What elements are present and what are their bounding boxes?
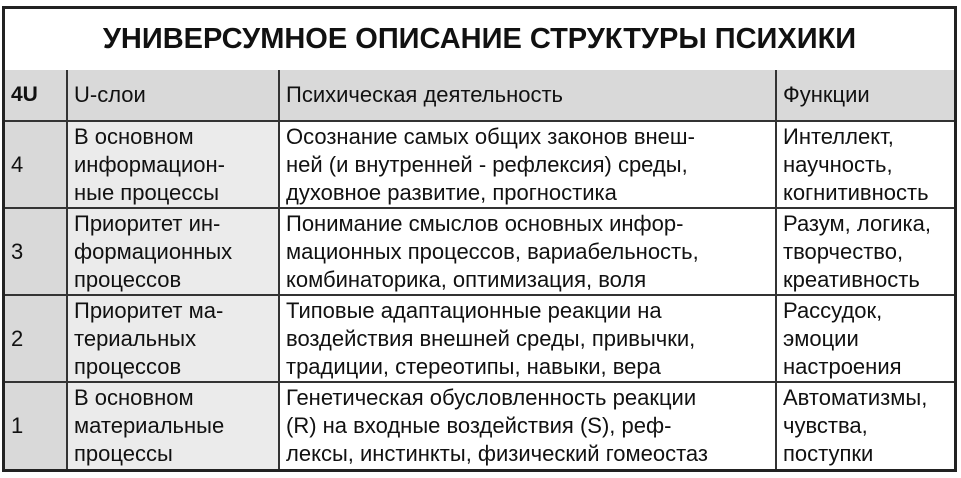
activity-line: Осознание самых общих законов внеш-: [286, 123, 695, 149]
table-row: [5, 382, 954, 469]
layer-cell: [67, 121, 279, 208]
activity-line: (R) на входные воздействия (S), реф-: [286, 413, 672, 438]
activity-cell: [279, 382, 776, 469]
level-cell: 4: [5, 121, 67, 208]
layer-line: В основном: [74, 123, 194, 149]
layer-line: В основном: [74, 385, 194, 410]
table-row: [5, 208, 954, 295]
functions-line: Интеллект,: [783, 123, 894, 149]
functions-line: поступки: [783, 441, 874, 466]
functions-cell: [776, 382, 954, 469]
functions-line: чувства,: [783, 413, 868, 438]
level-cell: 1: [5, 382, 67, 469]
header-activity: Психическая деятельность: [279, 70, 776, 121]
activity-cell: [279, 208, 776, 295]
header-4u: 4U: [5, 70, 67, 121]
level-cell: 3: [5, 208, 67, 295]
activity-line: Типовые адаптационные реакции на: [286, 297, 662, 323]
activity-line: воздействия внешней среды, привычки,: [286, 325, 696, 351]
page-title: УНИВЕРСУМНОЕ ОПИСАНИЕ СТРУКТУРЫ ПСИХИКИ: [5, 9, 954, 72]
header-functions: Функции: [776, 70, 954, 121]
functions-cell: [776, 208, 954, 295]
functions-line: научность,: [783, 151, 893, 177]
layer-cell: [67, 208, 279, 295]
functions-line: когнитивность: [783, 179, 929, 205]
psyche-structure-table: [5, 70, 954, 469]
activity-line: традиции, стереотипы, навыки, вера: [286, 353, 661, 379]
table-row: [5, 295, 954, 382]
header-u-layers: U-слои: [67, 70, 279, 121]
activity-line: лексы, инстинкты, физический гомеостаз: [286, 441, 708, 466]
activity-line: комбинаторика, оптимизация, воля: [286, 266, 647, 292]
activity-line: ней (и внутренней - рефлексия) среды,: [286, 151, 688, 177]
layer-line: информацион-: [74, 151, 225, 177]
functions-line: Автоматизмы,: [783, 385, 928, 410]
layer-line: процессы: [74, 441, 173, 466]
layer-line: териальных: [74, 325, 197, 351]
table-row: [5, 121, 954, 208]
activity-cell: [279, 121, 776, 208]
functions-line: настроения: [783, 353, 902, 379]
activity-cell: [279, 295, 776, 382]
layer-line: формационных: [74, 238, 233, 264]
functions-line: творчество,: [783, 238, 904, 264]
layer-line: процессов: [74, 353, 182, 379]
layer-cell: [67, 295, 279, 382]
header-row: [5, 70, 954, 121]
layer-line: материальные: [74, 413, 225, 438]
activity-line: Понимание смыслов основных инфор-: [286, 210, 684, 236]
activity-line: духовное развитие, прогностика: [286, 179, 617, 205]
functions-cell: [776, 121, 954, 208]
activity-line: мационных процессов, вариабельность,: [286, 238, 699, 264]
layer-line: ные процессы: [74, 179, 220, 205]
activity-line: Генетическая обусловленность реакции: [286, 385, 697, 410]
level-cell: 2: [5, 295, 67, 382]
table-frame: [2, 6, 957, 472]
functions-cell: [776, 295, 954, 382]
layer-line: Приоритет ин-: [74, 210, 221, 236]
functions-line: эмоции: [783, 325, 859, 351]
functions-line: креативность: [783, 266, 920, 292]
functions-line: Разум, логика,: [783, 210, 931, 236]
layer-line: процессов: [74, 266, 182, 292]
functions-line: Рассудок,: [783, 297, 883, 323]
layer-line: Приоритет ма-: [74, 297, 224, 323]
layer-cell: [67, 382, 279, 469]
